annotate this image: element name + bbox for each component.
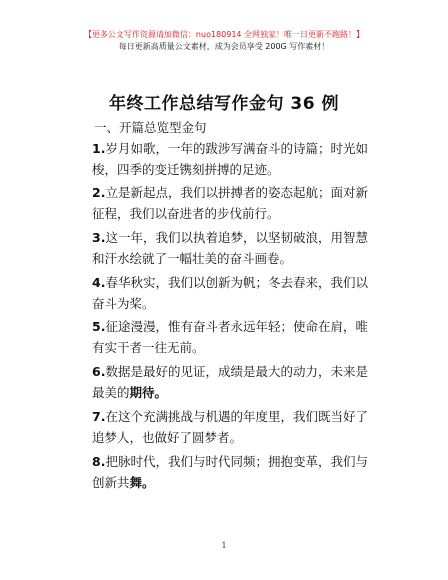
list-item [92, 451, 374, 493]
item-number: 7. [92, 409, 106, 424]
item-tail: 期待。 [129, 385, 168, 400]
promo-line-2: 每日更新高质量公文素材，成为会员享受 200G 写作素材！ [118, 42, 330, 51]
item-number: 3. [92, 230, 106, 245]
item-text: 春华秋实，我们以创新为帆；冬去春来，我们以奋斗为桨。 [92, 275, 368, 311]
item-number: 8. [92, 454, 106, 469]
item-number: 1. [92, 141, 106, 156]
page-number: 1 [221, 541, 227, 550]
item-number: 4. [92, 275, 106, 290]
list-item [92, 138, 374, 180]
list-item [92, 406, 374, 448]
item-number: 2. [92, 185, 106, 200]
list-item [92, 272, 374, 314]
item-text: 这一年，我们以执着追梦，以坚韧破浪，用智慧和汗水绘就了一幅壮美的奋斗画卷。 [92, 230, 368, 266]
section-heading: 一、开篇总览型金句 [94, 120, 207, 135]
list-item [92, 316, 374, 358]
list-item [92, 227, 374, 269]
item-text: 立是新起点，我们以拼搏者的姿态起航；面对新征程，我们以奋进者的步伐前行。 [92, 185, 368, 221]
list-item [92, 182, 374, 224]
item-text: 数据是最好的见证，成绩是最大的动力，未来是最美的 [92, 364, 368, 400]
item-text: 征途漫漫，惟有奋斗者永远年轻；使命在肩，唯有实干者一往无前。 [92, 319, 368, 355]
promo-banner [0, 29, 448, 52]
promo-line-1: 【更多公文写作资源请加微信：nuo180914 全网独家！唯一日更新不跑路！】 [83, 30, 365, 39]
item-text: 把脉时代，我们与时代同频；拥抱变革，我们与创新共 [92, 454, 368, 490]
item-number: 5. [92, 319, 106, 334]
item-text: 岁月如歌，一年的跋涉写满奋斗的诗篇；时光如梭，四季的变迁镌刻拼搏的足迹。 [92, 141, 368, 177]
item-text: 在这个充满挑战与机遇的年度里，我们既当好了追梦人，也做好了圆梦者。 [92, 409, 368, 445]
list-item [92, 361, 374, 403]
document-title: 年终工作总结写作金句 36 例 [109, 94, 339, 114]
item-tail: 舞。 [129, 475, 155, 490]
item-number: 6. [92, 364, 106, 379]
